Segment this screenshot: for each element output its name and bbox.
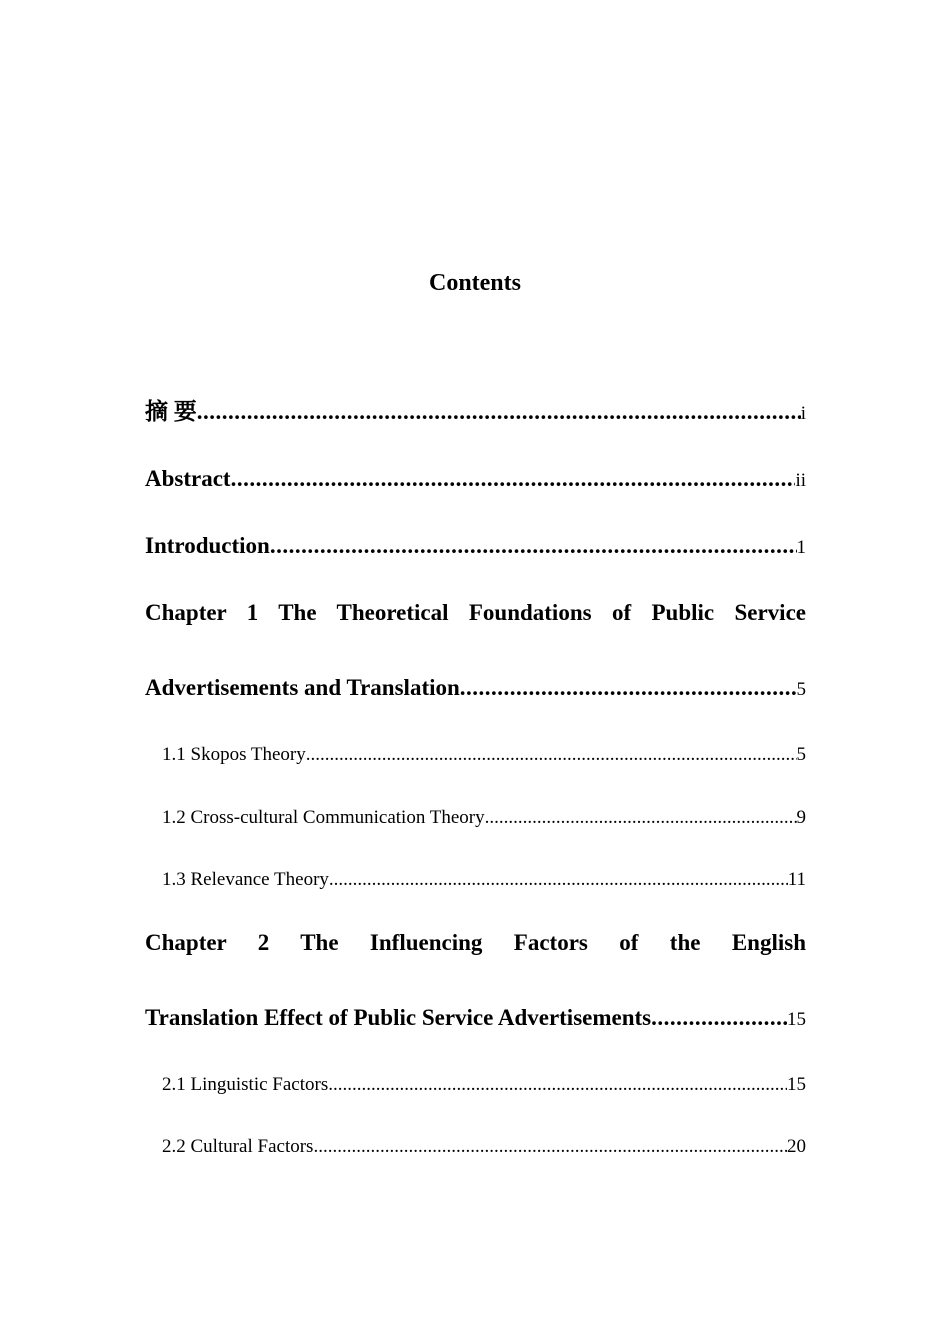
toc-page-number: 5 bbox=[796, 679, 806, 700]
toc-page-number: 15 bbox=[787, 1074, 806, 1095]
dot-leader bbox=[328, 1072, 787, 1098]
dot-leader bbox=[651, 1003, 787, 1033]
dot-leader bbox=[197, 397, 801, 427]
toc-page-number: 11 bbox=[787, 869, 806, 890]
toc-entry-abstract[interactable] bbox=[145, 464, 806, 496]
dot-leader bbox=[485, 805, 797, 831]
toc-page-number: 5 bbox=[796, 744, 806, 765]
toc-page-number: 9 bbox=[796, 807, 806, 828]
toc-chapter1-title-line2: Advertisements and Translation bbox=[145, 675, 460, 700]
toc-entry-introduction[interactable] bbox=[145, 531, 806, 563]
toc-page-number: 15 bbox=[787, 1009, 806, 1030]
toc-section-1-3[interactable] bbox=[162, 867, 806, 893]
dot-leader bbox=[329, 867, 788, 893]
toc-page-number: 1 bbox=[796, 537, 806, 558]
toc-entry-label: 摘 要 bbox=[145, 399, 197, 424]
toc-section-label: 1.2 Cross-cultural Communication Theory bbox=[162, 807, 485, 828]
toc-section-1-1[interactable] bbox=[162, 742, 806, 768]
toc-page-number: i bbox=[800, 403, 806, 424]
toc-page-number: ii bbox=[795, 470, 806, 491]
toc-chapter1-title-line1[interactable]: Chapter 1 The Theoretical Foundations of Public Service bbox=[145, 600, 806, 625]
toc-chapter2-title-line2: Translation Effect of Public Service Advertisements bbox=[145, 1005, 652, 1030]
dot-leader bbox=[270, 531, 797, 561]
toc-section-label: 1.3 Relevance Theory bbox=[162, 869, 329, 890]
page-title: Contents bbox=[428, 270, 521, 296]
toc-entry-chapter1[interactable] bbox=[145, 673, 806, 705]
toc-entry-label: Introduction bbox=[145, 533, 270, 558]
dot-leader bbox=[306, 742, 797, 768]
toc-section-label: 2.1 Linguistic Factors bbox=[162, 1074, 329, 1095]
toc-entry-abstract-cn[interactable] bbox=[145, 397, 806, 429]
toc-entry-label: Abstract bbox=[145, 466, 231, 491]
toc-chapter2-title-line1[interactable]: Chapter 2 The Influencing Factors of the English bbox=[145, 930, 806, 955]
toc-section-label: 2.2 Cultural Factors bbox=[162, 1136, 314, 1157]
toc-section-1-2[interactable] bbox=[162, 805, 806, 831]
dot-leader bbox=[231, 464, 796, 494]
toc-entry-chapter2[interactable] bbox=[145, 1003, 806, 1035]
dot-leader bbox=[313, 1134, 787, 1160]
toc-section-2-1[interactable] bbox=[162, 1072, 806, 1098]
toc-section-label: 1.1 Skopos Theory bbox=[162, 744, 306, 765]
dot-leader bbox=[460, 673, 797, 703]
toc-page-number: 20 bbox=[787, 1136, 806, 1157]
toc-section-2-2[interactable] bbox=[162, 1134, 806, 1160]
